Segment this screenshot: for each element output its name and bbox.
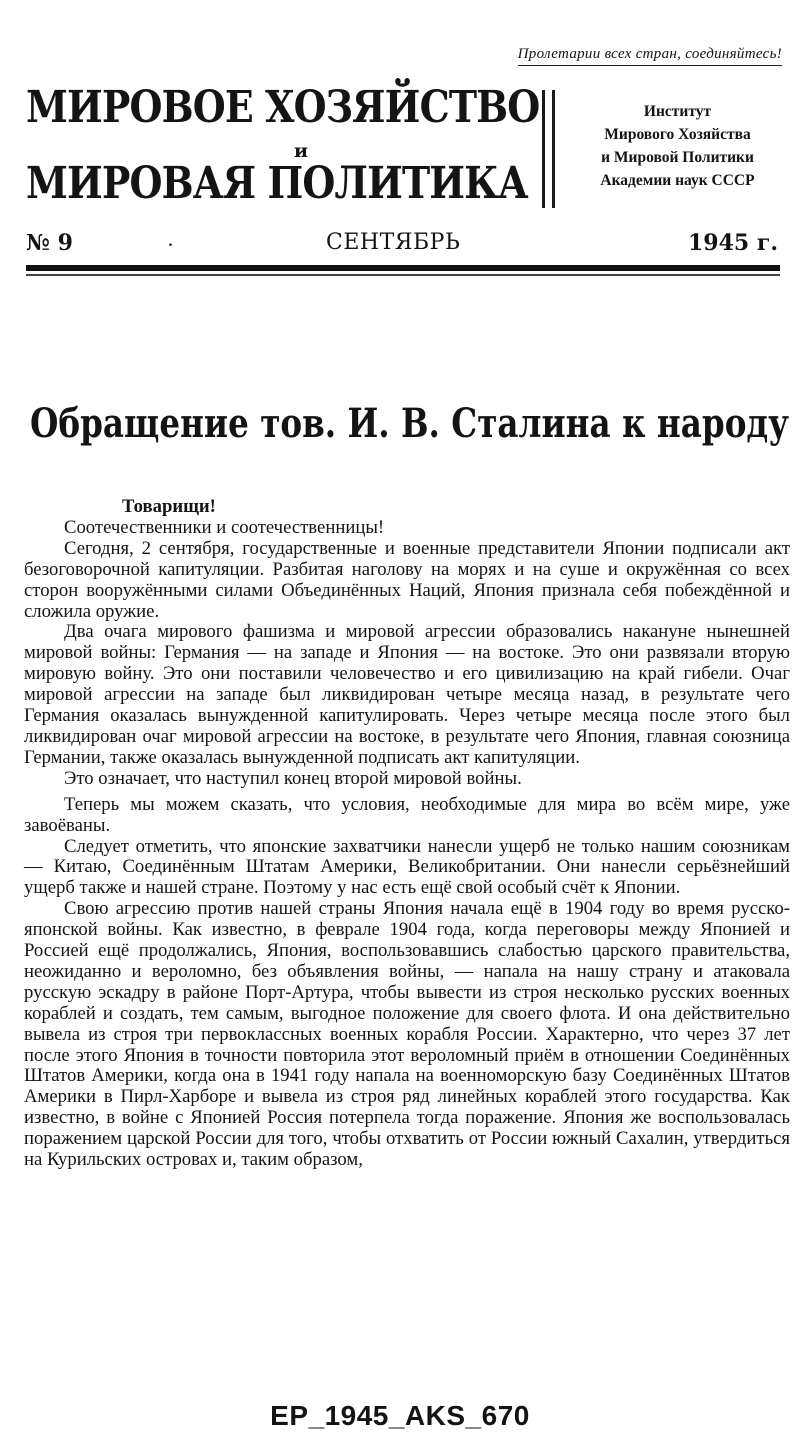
masthead-title-line2: МИРОВАЯ ПОЛИТИКА [26, 158, 528, 209]
masthead [26, 80, 546, 210]
header-rule-thick [26, 265, 780, 271]
paragraph: Теперь мы можем сказать, что условия, необходимые для мира во всём мире, уже завоёваны. [24, 793, 790, 836]
article-title: Обращение тов. И. В. Сталина к народу [30, 400, 790, 447]
paragraph: Свою агрессию против нашей страны Япония начала ещё в 1904 году во время русско-японской войны. Как известно, в феврале 1904 года, когда переговоры между Японией и Россией ещё продолжались, Япония, воспользовавшись слабостью царского правительства, неожиданно и вероломно, без объявления войны, — напала на нашу страну и атаковала русскую эскадру в районе Порт-Артура, чтобы вывести из строя несколько русских военных кораблей и создать, тем самым, выгодное положение для своего флота. И она действительно вывела из строя три первоклассных военных корабля России. Характерно, что через 37 лет после этого Япония в точности повторила этот вероломный приём в отношении Соединённых Штатов Америки, когда она в 1941 году напала на военноморскую базу Соединённых Штатов Америки в Пирл-Харборе и вывела из строя ряд линейных кораблей этого государства. Как известно, в войне с Японией Россия потерпела тогда поражение. Япония же воспользовалась поражением царской России для того, чтобы отхватить от России южный Сахалин, утвердиться на Курильских островах и, таким образом, [24, 898, 790, 1171]
publisher-institute [565, 100, 790, 192]
institute-line: Академии наук СССР [600, 172, 755, 189]
issue-separator-dot: . [168, 234, 173, 250]
paragraph: Соотечественники и соотечественницы! [64, 516, 385, 538]
paragraph: Следует отметить, что японские захватчики нанесли ущерб не только нашим союзникам — Китаю, Соединённым Штатам Америки, Великобритании. Они нанесли серьёзнейший ущерб также и нашей стране. Поэтому у нас есть ещё свой особый счёт к Японии. [24, 835, 790, 899]
greeting: Товарищи! [122, 496, 216, 517]
masthead-divider-left [542, 90, 545, 208]
motto-slogan: Пролетарии всех стран, соединяйтесь! [518, 46, 782, 66]
masthead-divider-right [552, 90, 555, 208]
paragraph: Сегодня, 2 сентября, государственные и военные представители Японии подписали акт безоговорочной капитуляции. Разбитая наголову на морях и на суше и окружённая со всех сторон вооружёнными силами Объединённых Наций, Япония признала себя побеждённой и сложила оружие. [24, 537, 790, 622]
institute-line: и Мировой Политики [601, 149, 754, 166]
paragraph: Это означает, что наступил конец второй мировой войны. [64, 767, 522, 789]
issue-month: СЕНТЯБРЬ [326, 230, 461, 255]
header-rule-thin [26, 274, 780, 276]
masthead-conjunction: и [294, 140, 309, 162]
issue-info-row [26, 230, 778, 264]
paragraph: Два очага мирового фашизма и мировой агрессии образовались накануне нынешней мировой войны: Германия — на западе и Япония — на востоке. Это они развязали вторую мировую войну. Это они поставили человечество и его цивилизацию на край гибели. Очаг мировой агрессии на западе был ликвидирован четыре месяца назад, в результате чего Германия оказалась вынужденной капитулировать. Через четыре месяца после этого был ликвидирован очаг мировой агрессии на востоке, в результате чего Япония, главная союзница Германии, также оказалась вынужденной подписать акт капитуляции. [24, 621, 790, 768]
article-body [24, 497, 790, 1171]
issue-year: 1945 г. [687, 230, 778, 256]
masthead-title-line1: МИРОВОЕ ХОЗЯЙСТВО [26, 82, 540, 133]
institute-line: Мирового Хозяйства [604, 126, 751, 143]
issue-number: № 9 [26, 230, 73, 256]
institute-line: Институт [643, 103, 712, 120]
archive-code: EP_1945_AKS_670 [270, 1400, 530, 1431]
